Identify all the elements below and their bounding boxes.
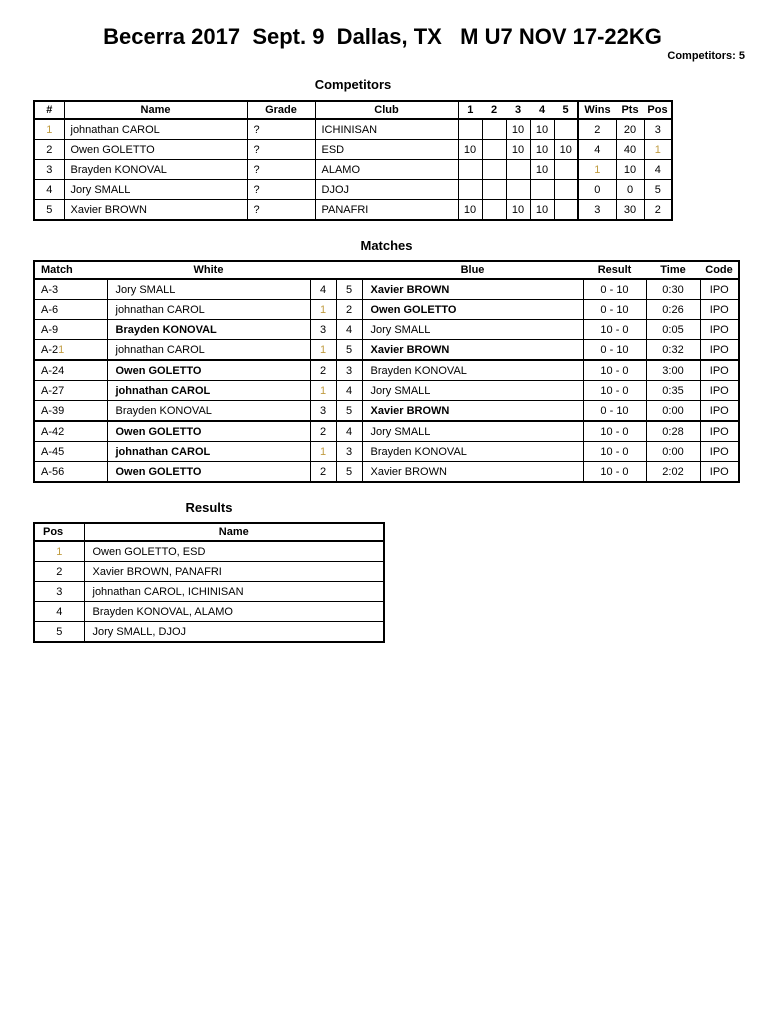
result-row xyxy=(34,562,384,582)
match-row xyxy=(34,401,739,422)
cell-match-id: A-45 xyxy=(34,442,107,462)
cell-score-4 xyxy=(530,180,554,200)
cell-pos: 4 xyxy=(644,160,672,180)
cell-white-number xyxy=(310,300,336,320)
cell-club: DJOJ xyxy=(315,180,458,200)
cell-wins xyxy=(578,160,616,180)
cell-white-name: johnathan CAROL xyxy=(107,442,310,462)
cell-code: IPO xyxy=(700,442,739,462)
cell-match-id: A-39 xyxy=(34,401,107,422)
cell-time: 0:00 xyxy=(646,442,700,462)
competitors-header-Wins: Wins xyxy=(578,101,616,119)
cell-grade: ? xyxy=(247,140,315,160)
competitors-count: Competitors: 5 xyxy=(667,50,745,63)
page-title: Becerra 2017 Sept. 9 Dallas, TX M U7 NOV 17-22KG xyxy=(103,24,662,49)
cell-pos xyxy=(34,541,84,562)
cell-result: 0 - 10 xyxy=(583,300,646,320)
cell-pts: 0 xyxy=(616,180,644,200)
cell-score-5 xyxy=(554,200,578,221)
cell-white-number: 2 xyxy=(310,462,336,483)
cell-code: IPO xyxy=(700,421,739,442)
cell-match-id: A-3 xyxy=(34,279,107,300)
match-row xyxy=(34,360,739,381)
matches-header-Time: Time xyxy=(646,261,700,279)
competitors-header-5: 5 xyxy=(554,101,578,119)
matches-header-row xyxy=(34,261,739,279)
cell-club: ALAMO xyxy=(315,160,458,180)
cell-blue-number: 5 xyxy=(336,279,362,300)
cell-pos: 2 xyxy=(34,562,84,582)
cell-score-1: 10 xyxy=(458,200,482,221)
competitor-row xyxy=(34,160,672,180)
cell-result: 0 - 10 xyxy=(583,340,646,361)
result-row xyxy=(34,541,384,562)
cell-code: IPO xyxy=(700,340,739,361)
cell-blue-name: Jory SMALL xyxy=(362,421,583,442)
cell-match-id: A-42 xyxy=(34,421,107,442)
cell-blue-name: Jory SMALL xyxy=(362,320,583,340)
cell-blue-name: Owen GOLETTO xyxy=(362,300,583,320)
cell-match-id: A-21 xyxy=(34,340,107,361)
gold-one-digit: 1 xyxy=(46,123,53,136)
results-header-Name: Name xyxy=(84,523,384,541)
cell-white-name: Jory SMALL xyxy=(107,279,310,300)
match-row xyxy=(34,462,739,483)
competitors-header-2: 2 xyxy=(482,101,506,119)
gold-one-digit: 1 xyxy=(58,343,65,356)
cell-time: 0:05 xyxy=(646,320,700,340)
cell-score-1 xyxy=(458,180,482,200)
cell-code: IPO xyxy=(700,360,739,381)
cell-pos: 5 xyxy=(34,622,84,643)
cell-blue-number: 4 xyxy=(336,421,362,442)
match-row xyxy=(34,421,739,442)
cell-white-number xyxy=(310,442,336,462)
matches-header-col2 xyxy=(310,261,336,279)
cell-score-2 xyxy=(482,140,506,160)
cell-blue-number: 5 xyxy=(336,462,362,483)
cell-blue-name: Brayden KONOVAL xyxy=(362,360,583,381)
matches-table xyxy=(33,260,740,483)
results-header-row xyxy=(34,523,384,541)
cell-white-number: 3 xyxy=(310,320,336,340)
match-row xyxy=(34,300,739,320)
cell-white-number: 3 xyxy=(310,401,336,422)
cell-pts: 30 xyxy=(616,200,644,221)
gold-one-digit: 1 xyxy=(319,445,327,458)
cell-pos xyxy=(644,140,672,160)
competitors-header xyxy=(34,101,672,119)
competitors-header-Grade: Grade xyxy=(247,101,315,119)
matches-header-Match: Match xyxy=(34,261,107,279)
cell-score-3: 10 xyxy=(506,119,530,140)
cell-white-number: 2 xyxy=(310,360,336,381)
results-header-Pos: Pos xyxy=(34,523,84,541)
cell-blue-name: Xavier BROWN xyxy=(362,401,583,422)
cell-grade: ? xyxy=(247,200,315,221)
cell-white-number xyxy=(310,381,336,401)
cell-code: IPO xyxy=(700,320,739,340)
cell-wins: 3 xyxy=(578,200,616,221)
gold-one-digit: 1 xyxy=(594,163,601,176)
cell-name: johnathan CAROL xyxy=(64,119,247,140)
cell-score-3 xyxy=(506,160,530,180)
cell-number: 3 xyxy=(34,160,64,180)
cell-score-2 xyxy=(482,180,506,200)
competitor-row xyxy=(34,119,672,140)
match-row xyxy=(34,340,739,361)
matches-header xyxy=(34,261,739,279)
cell-time: 0:28 xyxy=(646,421,700,442)
cell-pos: 3 xyxy=(644,119,672,140)
cell-score-4: 10 xyxy=(530,200,554,221)
results-table xyxy=(33,522,385,643)
cell-result: 0 - 10 xyxy=(583,401,646,422)
cell-white-name: Owen GOLETTO xyxy=(107,360,310,381)
cell-code: IPO xyxy=(700,462,739,483)
cell-white-name: Owen GOLETTO xyxy=(107,462,310,483)
match-row xyxy=(34,442,739,462)
cell-white-name: Brayden KONOVAL xyxy=(107,401,310,422)
competitors-header-row xyxy=(34,101,672,119)
cell-score-2 xyxy=(482,160,506,180)
cell-pos: 5 xyxy=(644,180,672,200)
competitors-header-1: 1 xyxy=(458,101,482,119)
cell-result: 0 - 10 xyxy=(583,279,646,300)
cell-blue-name: Xavier BROWN xyxy=(362,279,583,300)
cell-blue-number: 4 xyxy=(336,320,362,340)
cell-white-name: johnathan CAROL xyxy=(107,340,310,361)
cell-score-4: 10 xyxy=(530,160,554,180)
cell-score-5 xyxy=(554,180,578,200)
cell-white-name: johnathan CAROL xyxy=(107,381,310,401)
cell-match-id: A-9 xyxy=(34,320,107,340)
competitors-header-Club: Club xyxy=(315,101,458,119)
competitors-header-Pts: Pts xyxy=(616,101,644,119)
cell-name: Brayden KONOVAL, ALAMO xyxy=(84,602,384,622)
cell-white-number: 2 xyxy=(310,421,336,442)
competitors-header-Name: Name xyxy=(64,101,247,119)
cell-score-1: 10 xyxy=(458,140,482,160)
cell-grade: ? xyxy=(247,119,315,140)
cell-score-5 xyxy=(554,160,578,180)
match-row xyxy=(34,381,739,401)
matches-header-White: White xyxy=(107,261,310,279)
competitor-row xyxy=(34,180,672,200)
cell-match-id: A-6 xyxy=(34,300,107,320)
cell-blue-number: 2 xyxy=(336,300,362,320)
cell-name: Xavier BROWN, PANAFRI xyxy=(84,562,384,582)
cell-number: 2 xyxy=(34,140,64,160)
match-row xyxy=(34,279,739,300)
matches-body xyxy=(34,279,739,482)
cell-code: IPO xyxy=(700,381,739,401)
cell-result: 10 - 0 xyxy=(583,381,646,401)
cell-blue-number: 3 xyxy=(336,360,362,381)
cell-score-4: 10 xyxy=(530,119,554,140)
cell-blue-number: 4 xyxy=(336,381,362,401)
competitor-row xyxy=(34,140,672,160)
cell-result: 10 - 0 xyxy=(583,442,646,462)
cell-grade: ? xyxy=(247,180,315,200)
cell-time: 0:00 xyxy=(646,401,700,422)
cell-white-name: johnathan CAROL xyxy=(107,300,310,320)
matches-section-title: Matches xyxy=(360,238,413,254)
result-row xyxy=(34,602,384,622)
cell-name: johnathan CAROL, ICHINISAN xyxy=(84,582,384,602)
matches-header-Result: Result xyxy=(583,261,646,279)
competitors-header-Pos: Pos xyxy=(644,101,672,119)
cell-club: PANAFRI xyxy=(315,200,458,221)
cell-blue-name: Xavier BROWN xyxy=(362,340,583,361)
competitors-header-3: 3 xyxy=(506,101,530,119)
cell-pos: 4 xyxy=(34,602,84,622)
cell-result: 10 - 0 xyxy=(583,462,646,483)
cell-score-5: 10 xyxy=(554,140,578,160)
competitors-body xyxy=(34,119,672,220)
cell-code: IPO xyxy=(700,279,739,300)
competitors-header-#: # xyxy=(34,101,64,119)
results-section-title: Results xyxy=(185,500,233,516)
cell-time: 0:32 xyxy=(646,340,700,361)
cell-score-1 xyxy=(458,160,482,180)
results-header xyxy=(34,523,384,541)
matches-header-Code: Code xyxy=(700,261,739,279)
cell-time: 0:30 xyxy=(646,279,700,300)
cell-score-2 xyxy=(482,200,506,221)
cell-name: Brayden KONOVAL xyxy=(64,160,247,180)
cell-time: 0:26 xyxy=(646,300,700,320)
cell-pos: 2 xyxy=(644,200,672,221)
gold-one-digit: 1 xyxy=(654,143,661,156)
cell-match-id: A-27 xyxy=(34,381,107,401)
cell-blue-number: 3 xyxy=(336,442,362,462)
cell-score-1 xyxy=(458,119,482,140)
cell-result: 10 - 0 xyxy=(583,320,646,340)
cell-time: 2:02 xyxy=(646,462,700,483)
cell-white-number: 4 xyxy=(310,279,336,300)
match-row xyxy=(34,320,739,340)
cell-score-4: 10 xyxy=(530,140,554,160)
competitor-row xyxy=(34,200,672,221)
cell-code: IPO xyxy=(700,401,739,422)
cell-number: 5 xyxy=(34,200,64,221)
cell-time: 0:35 xyxy=(646,381,700,401)
cell-blue-name: Xavier BROWN xyxy=(362,462,583,483)
cell-club: ESD xyxy=(315,140,458,160)
matches-header-col3 xyxy=(336,261,362,279)
cell-pts: 20 xyxy=(616,119,644,140)
cell-white-name: Brayden KONOVAL xyxy=(107,320,310,340)
competitors-header-4: 4 xyxy=(530,101,554,119)
cell-white-name: Owen GOLETTO xyxy=(107,421,310,442)
cell-score-5 xyxy=(554,119,578,140)
cell-blue-name: Jory SMALL xyxy=(362,381,583,401)
results-body xyxy=(34,541,384,642)
cell-wins: 4 xyxy=(578,140,616,160)
cell-code: IPO xyxy=(700,300,739,320)
cell-name: Jory SMALL xyxy=(64,180,247,200)
result-row xyxy=(34,582,384,602)
cell-number: 4 xyxy=(34,180,64,200)
cell-wins: 2 xyxy=(578,119,616,140)
cell-match-id: A-56 xyxy=(34,462,107,483)
gold-one-digit: 1 xyxy=(319,343,327,356)
cell-match-id: A-24 xyxy=(34,360,107,381)
cell-blue-name: Brayden KONOVAL xyxy=(362,442,583,462)
matches-header-Blue: Blue xyxy=(362,261,583,279)
cell-grade: ? xyxy=(247,160,315,180)
cell-score-3 xyxy=(506,180,530,200)
competitors-table xyxy=(33,100,673,221)
cell-result: 10 - 0 xyxy=(583,421,646,442)
result-row xyxy=(34,622,384,643)
cell-name: Xavier BROWN xyxy=(64,200,247,221)
cell-result: 10 - 0 xyxy=(583,360,646,381)
gold-one-digit: 1 xyxy=(56,545,63,558)
cell-score-3: 10 xyxy=(506,140,530,160)
cell-blue-number: 5 xyxy=(336,401,362,422)
cell-number xyxy=(34,119,64,140)
gold-one-digit: 1 xyxy=(319,384,327,397)
cell-club: ICHINISAN xyxy=(315,119,458,140)
cell-name: Owen GOLETTO, ESD xyxy=(84,541,384,562)
cell-score-3: 10 xyxy=(506,200,530,221)
cell-score-2 xyxy=(482,119,506,140)
cell-pos: 3 xyxy=(34,582,84,602)
cell-name: Jory SMALL, DJOJ xyxy=(84,622,384,643)
cell-wins: 0 xyxy=(578,180,616,200)
cell-blue-number: 5 xyxy=(336,340,362,361)
cell-pts: 40 xyxy=(616,140,644,160)
competitors-section-title: Competitors xyxy=(314,77,392,93)
cell-pts: 10 xyxy=(616,160,644,180)
cell-white-number xyxy=(310,340,336,361)
cell-time: 3:00 xyxy=(646,360,700,381)
cell-name: Owen GOLETTO xyxy=(64,140,247,160)
gold-one-digit: 1 xyxy=(319,303,327,316)
